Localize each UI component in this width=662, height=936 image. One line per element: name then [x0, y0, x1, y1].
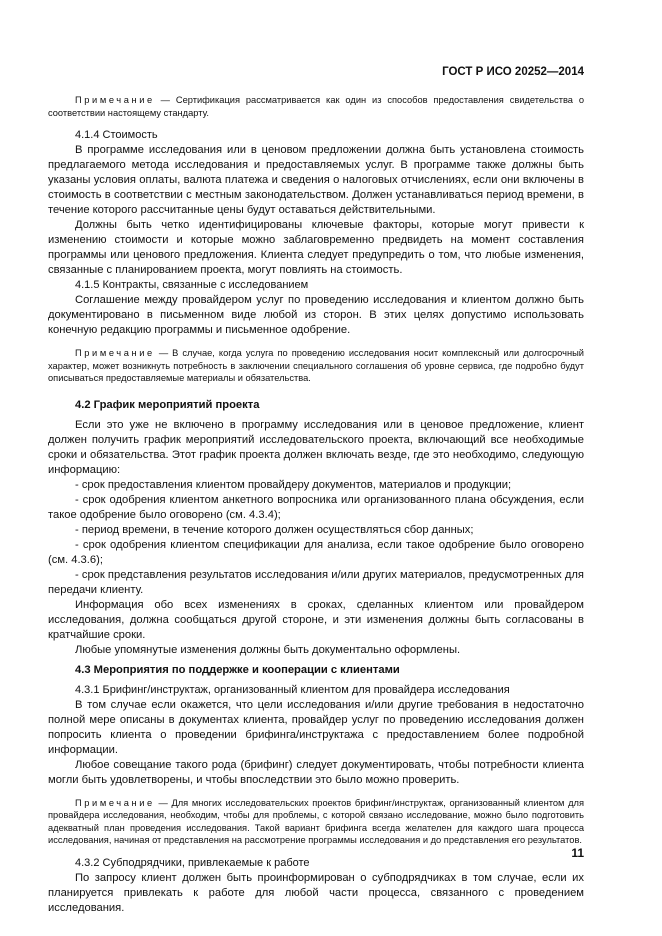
- note-certification: [48, 94, 584, 119]
- paragraph: По запросу клиент должен быть проинформирован о субподрядчиках в том случае, если их планируется привлекать к работе для любой части процесса, связанного с проведением исследования.: [48, 871, 584, 914]
- list-item: - срок одобрения клиентом анкетного вопросника или организованного плана обсуждения, если такое одобрение было оговорено (см. 4.3.4);: [48, 493, 584, 521]
- note-dash: —: [154, 797, 172, 808]
- page-content: [48, 94, 584, 916]
- note-dash: —: [154, 348, 173, 358]
- section-4-1-5-title: 4.1.5 Контракты, связанные с исследованием: [75, 279, 309, 291]
- paragraph: Соглашение между провайдером услуг по проведению исследования и клиентом должно быть документировано в письменном виде любой из сторон. В этих целях допустимо использовать конечную редакцию программы и письменное одобрение.: [48, 294, 584, 336]
- paragraph: Должны быть четко идентифицированы ключевые факторы, которые могут привести к изменению стоимости и которые можно заблаговременно предвидеть на момент составления программы или ценового предложения. Клиента следует предупредить о том, что любые изменения, связанные с планированием проекта, могут повлиять на стоимость.: [48, 219, 584, 276]
- note-label: Примечание: [75, 797, 155, 808]
- note-label: Примечание: [75, 95, 155, 105]
- section-4-3-2-title: 4.3.2 Субподрядчики, привлекаемые к работе: [75, 856, 310, 869]
- note-text: Для многих исследовательских проектов брифинг/инструктаж, организованный клиентом для провайдера исследования, необходим, чтобы для проблемы, с которой связано исследование, можно было подготовить адекватный план проведения исследования. Такой вариант брифинга всегда желателен для каждого шага процесса исследования, начиная от представления на рассмотрение программы исследования и до представления его результатов.: [48, 797, 584, 845]
- note-text: Сертификация рассматривается как один из способов предоставления свидетельства о соответствии настоящему стандарту.: [48, 95, 585, 118]
- list-item: - срок представления результатов исследования и/или других материалов, предусмотренных для передачи клиенту.: [48, 568, 584, 596]
- note-text: В случае, когда услуга по проведению исследования носит комплексный или долгосрочный характер, может возникнуть потребность в заключении специального соглашения об уровне сервиса, где подробно будут описываться предоставляемые материалы и обязательства.: [48, 348, 584, 383]
- paragraph: Любые упомянутые изменения должны быть документально оформлены.: [75, 643, 461, 656]
- section-4-2-title: 4.2 График мероприятий проекта: [75, 398, 260, 411]
- list-item: - срок предоставления клиентом провайдеру документов, материалов и продукции;: [75, 478, 512, 491]
- section-4-1-4-title: 4.1.4 Стоимость: [75, 129, 158, 141]
- note-briefing: [48, 797, 584, 847]
- paragraph: В том случае если окажется, что цели исследования и/или другие требования в недостаточно полной мере описаны в документах клиента, провайдер услуг по проведению исследования должен попросить клиента о проведении брифинга/инструктажа с предоставлением более подробной информации.: [48, 698, 584, 756]
- paragraph: Информация обо всех изменениях в сроках, сделанных клиентом или провайдером исследования, должна сообщаться другой стороне, и эти изменения должны быть согласованы в кратчайшие сроки.: [48, 598, 584, 641]
- paragraph: В программе исследования или в ценовом предложении должна быть установлена стоимость предлагаемого метода исследования и предоставляемых услуг. В программе также должны быть указаны условия оплаты, валюта платежа и сведения о налоговых отчислениях, если они включены в стоимость в соответствии с местным законодательством. Должен устанавливаться период времени, в течение которого рассчитанные цены будут оставаться действительными.: [48, 144, 584, 216]
- note-label: Примечание: [75, 348, 155, 358]
- section-4-3-title: 4.3 Мероприятия по поддержке и кооперации с клиентами: [75, 663, 400, 676]
- section-4-3-1-title: 4.3.1 Брифинг/инструктаж, организованный клиентом для провайдера исследования: [75, 683, 510, 696]
- note-dash: —: [154, 95, 176, 105]
- list-item: - период времени, в течение которого должен осуществляться сбор данных;: [75, 523, 474, 536]
- page-number: 11: [571, 846, 584, 860]
- standard-header: ГОСТ Р ИСО 20252—2014: [442, 66, 584, 78]
- paragraph: Если это уже не включено в программу исследования или в ценовое предложение, клиент должен получить график мероприятий исследовательского проекта, включающий все необходимые сроки и обязательства. Этот график проекта должен включать везде, где это необходимо, следующую информацию:: [48, 418, 584, 476]
- list-item: - срок одобрения клиентом спецификации для анализа, если такое одобрение было оговорено (см. 4.3.6);: [48, 538, 584, 566]
- note-contracts: [48, 347, 584, 385]
- paragraph: Любое совещание такого рода (брифинг) следует документировать, чтобы потребности клиента могли быть удовлетворены, и чтобы впоследствии это было можно проверить.: [48, 758, 584, 786]
